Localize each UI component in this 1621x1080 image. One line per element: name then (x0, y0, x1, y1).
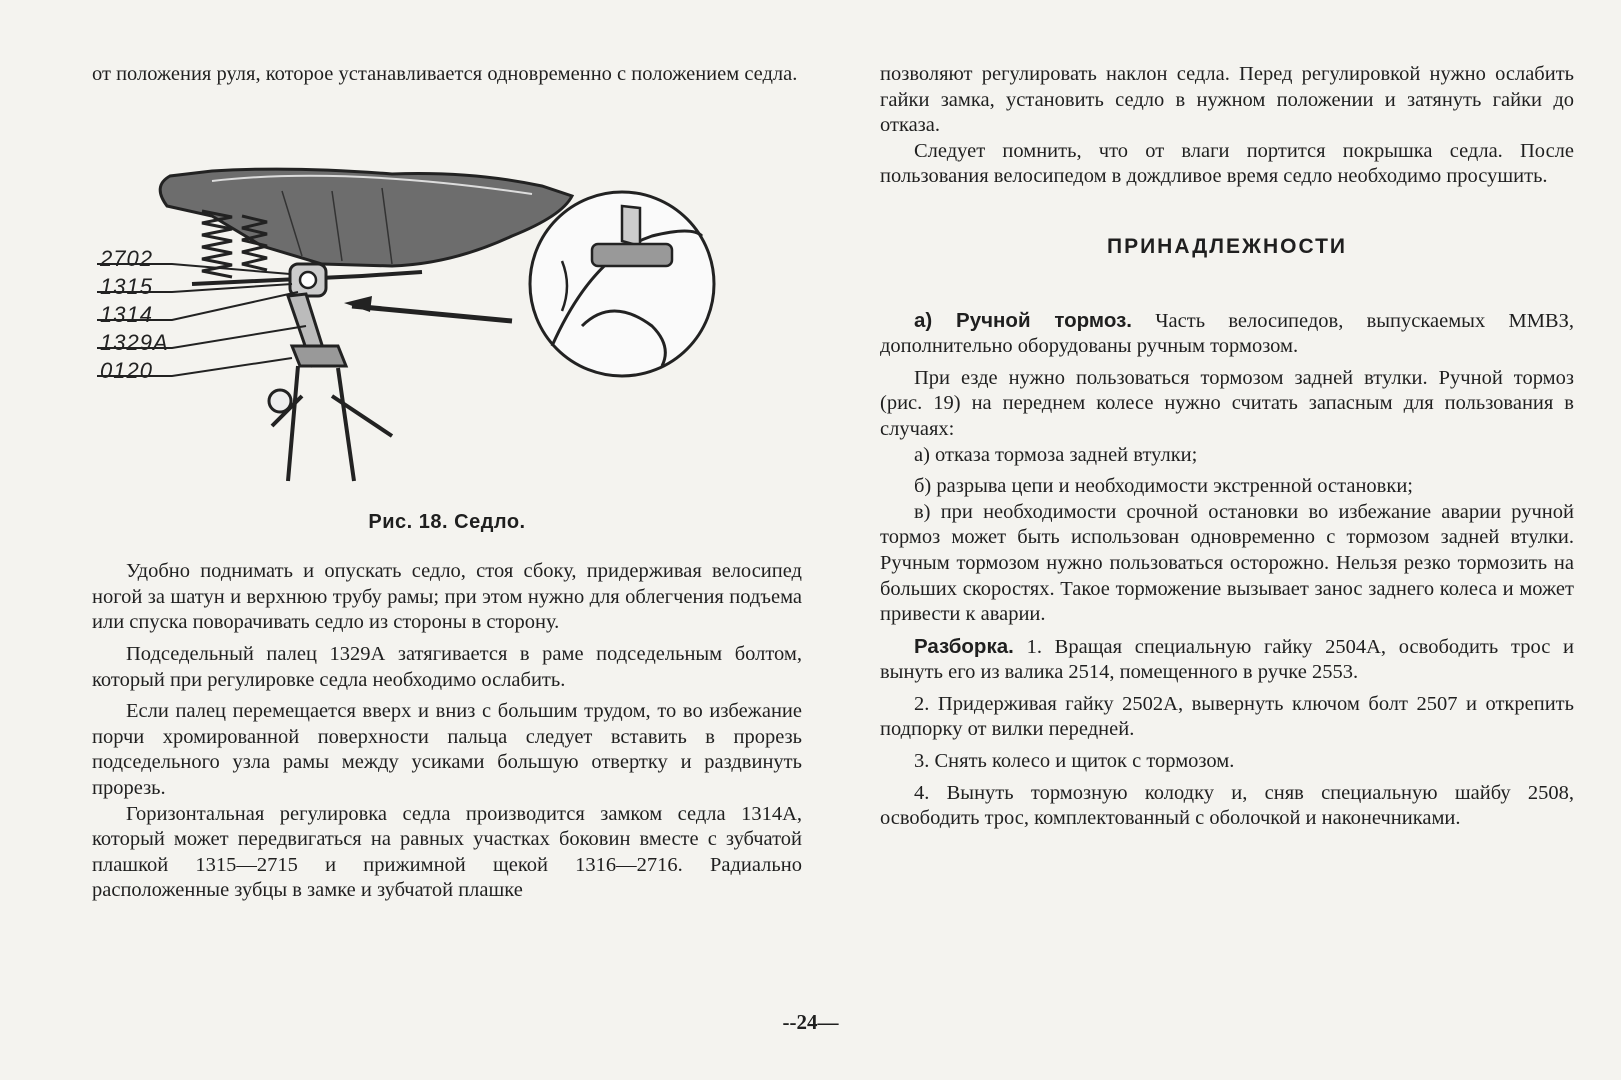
hand-brake-lead: а) Ручной тормоз. (914, 308, 1132, 332)
paragraph: Если палец перемещается вверх и вниз с большим трудом, то во избежание порчи хромированной поверхности пальца следует вставить в прорезь подседельного узла рамы между усиками большую отвертку и раздвинуть прорезь. (92, 700, 802, 799)
page-number: --24— (782, 1010, 839, 1034)
paragraph: 4. Вынуть тормозную колодку и, сняв специальную шайбу 2508, освободить трос, комплектованный с оболочкой и наконечниками. (880, 781, 1574, 830)
right-column (880, 62, 1574, 832)
intro-text: от положения руля, которое устанавливается одновременно с положением седла. (92, 63, 798, 85)
left-column (92, 62, 802, 904)
figure-caption: Рис. 18. Седло. (368, 510, 526, 533)
disassembly-lead: Разборка. (914, 634, 1014, 658)
paragraph: Следует помнить, что от влаги портится покрышка седла. После пользования велосипедом в дождливое время седло необходимо просушить. (880, 139, 1574, 188)
saddle-illustration (92, 96, 802, 496)
hand-brake-paragraph (880, 308, 1574, 360)
saddle-figure (92, 96, 802, 496)
disassembly-text: 1. Вращая специальную гайку 2504А, освободить трос и вынуть его из валика 2514, помещенного в ручке 2553. (880, 635, 1575, 684)
list-item: б) разрыва цепи и необходимости экстренной остановки; (914, 475, 1413, 498)
paragraph: Горизонтальная регулировка седла производится замком седла 1314А, который может передвигаться на равных участках боковин вместе с зубчатой плашкой 1315—2715 и прижимной щекой 1316—2716. Радиально расположенные зубцы в замке и зубчатой плашке (92, 802, 802, 902)
list-item: а) отказа тормоза задней втулки; (914, 443, 1198, 466)
figure-label-1329a: 1329А (100, 329, 169, 355)
paragraph: 2. Придерживая гайку 2502А, вывернуть ключом болт 2507 и открепить подпорку от вилки передней. (880, 692, 1574, 741)
paragraph: При езде нужно пользоваться тормозом задней втулки. Ручной тормоз (рис. 19) на переднем колесе нужно считать запасным для пользования в случаях: (880, 366, 1574, 440)
disassembly-paragraph (880, 634, 1574, 686)
section-heading: ПРИНАДЛЕЖНОСТИ (1106, 234, 1348, 258)
figure-label-0120: 0120 (100, 357, 153, 383)
figure-label-1315: 1315 (100, 273, 153, 299)
figure-label-2702: 2702 (100, 245, 153, 271)
paragraph: Удобно поднимать и опускать седло, стоя сбоку, придерживая велосипед ногой за шатун и верхнюю трубу рамы; при этом нужно для облегчения подъема или спуска поворачивать седло из стороны в сторону. (92, 560, 802, 634)
paragraph: позволяют регулировать наклон седла. Перед регулировкой нужно ослабить гайки замка, установить седло в нужном положении и затянуть гайки до отказа. (880, 63, 1574, 137)
paragraph: Подседельный палец 1329А затягивается в раме подседельным болтом, который при регулировке седла необходимо ослабить. (92, 642, 802, 691)
list-item: в) при необходимости срочной остановки во избежание аварии ручной тормоз может быть использован одновременно с тормозом задней втулки. Ручным тормозом нужно пользоваться осторожно. Нельзя резко тормозить на больших скоростях. Такое торможение вызывает занос заднего колеса и может привести к аварии. (880, 500, 1574, 626)
hand-brake-text: Часть велосипедов, выпускаемых ММВЗ, дополнительно оборудованы ручным тормозом. (880, 309, 1574, 358)
figure-label-1314: 1314 (100, 301, 153, 327)
paragraph: 3. Снять колесо и щиток с тормозом. (914, 750, 1235, 773)
